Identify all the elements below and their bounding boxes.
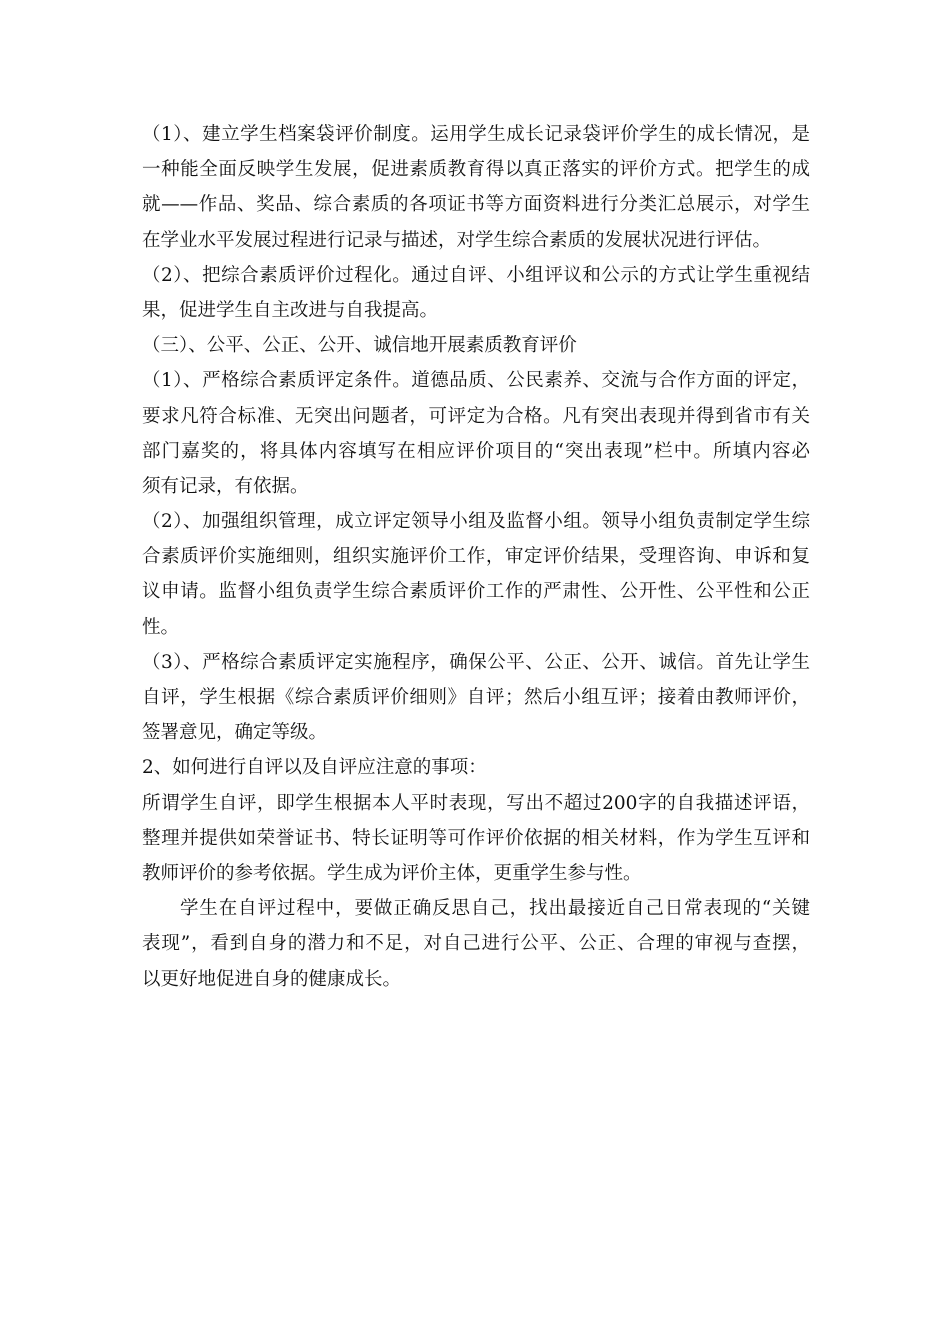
- text-line: 性。: [142, 616, 180, 638]
- text-line: 以更好地促进自身的健康成长。: [142, 968, 402, 990]
- text-line: （2）、把综合素质评价过程化。通过自评、小组评议和公示的方式让学生重视结: [142, 264, 810, 286]
- text-line: 合素质评价实施细则，组织实施评价工作，审定评价结果，受理咨询、申诉和复: [142, 546, 810, 568]
- text-line: 须有记录，有依据。: [142, 475, 309, 497]
- section-heading: （三）、公平、公正、公开、诚信地开展素质教育评价: [142, 335, 577, 357]
- text-line: 在学业水平发展过程进行记录与描述，对学生综合素质的发展状况进行评估。: [142, 229, 772, 251]
- text-line: 议申请。监督小组负责学生综合素质评价工作的严肃性、公开性、公平性和公正: [142, 581, 810, 603]
- text-line: 教师评价的参考依据。学生成为评价主体，更重学生参与性。: [142, 862, 642, 884]
- text-line: 学生在自评过程中，要做正确反思自己，找出最接近自己日常表现的“关键: [180, 898, 810, 920]
- document-body: [142, 117, 810, 997]
- text-line: （1）、严格综合素质评定条件。道德品质、公民素养、交流与合作方面的评定，: [142, 370, 810, 392]
- text-line: 自评，学生根据《综合素质评价细则》自评；然后小组互评；接着由教师评价，: [142, 687, 810, 708]
- text-line: （1）、建立学生档案袋评价制度。运用学生成长记录袋评价学生的成长情况，是: [142, 124, 810, 145]
- text-line: 果，促进学生自主改进与自我提高。: [142, 299, 439, 321]
- text-line: 要求凡符合标准、无突出问题者，可评定为合格。凡有突出表现并得到省市有关: [142, 405, 810, 427]
- text-line: 所谓学生自评，即学生根据本人平时表现，写出不超过200字的自我描述评语，: [142, 792, 810, 814]
- text-line: 部门嘉奖的，将具体内容填写在相应评价项目的“突出表现”栏中。所填内容必: [142, 440, 810, 462]
- text-line: 整理并提供如荣誉证书、特长证明等可作评价依据的相关材料，作为学生互评和: [142, 827, 810, 849]
- text-line: 签署意见，确定等级。: [142, 722, 328, 744]
- text-line: （3）、严格综合素质评定实施程序，确保公平、公正、公开、诚信。首先让学生: [142, 651, 810, 673]
- text-line: 就——作品、奖品、综合素质的各项证书等方面资料进行分类汇总展示，对学生: [142, 194, 810, 216]
- section-heading: 2、如何进行自评以及自评应注意的事项：: [142, 757, 487, 779]
- text-line: （2）、加强组织管理，成立评定领导小组及监督小组。领导小组负责制定学生综: [142, 511, 810, 533]
- text-line: 一种能全面反映学生发展，促进素质教育得以真正落实的评价方式。把学生的成: [142, 159, 810, 181]
- text-line: 表现”，看到自身的潜力和不足，对自己进行公平、公正、合理的审视与查摆，: [142, 933, 810, 955]
